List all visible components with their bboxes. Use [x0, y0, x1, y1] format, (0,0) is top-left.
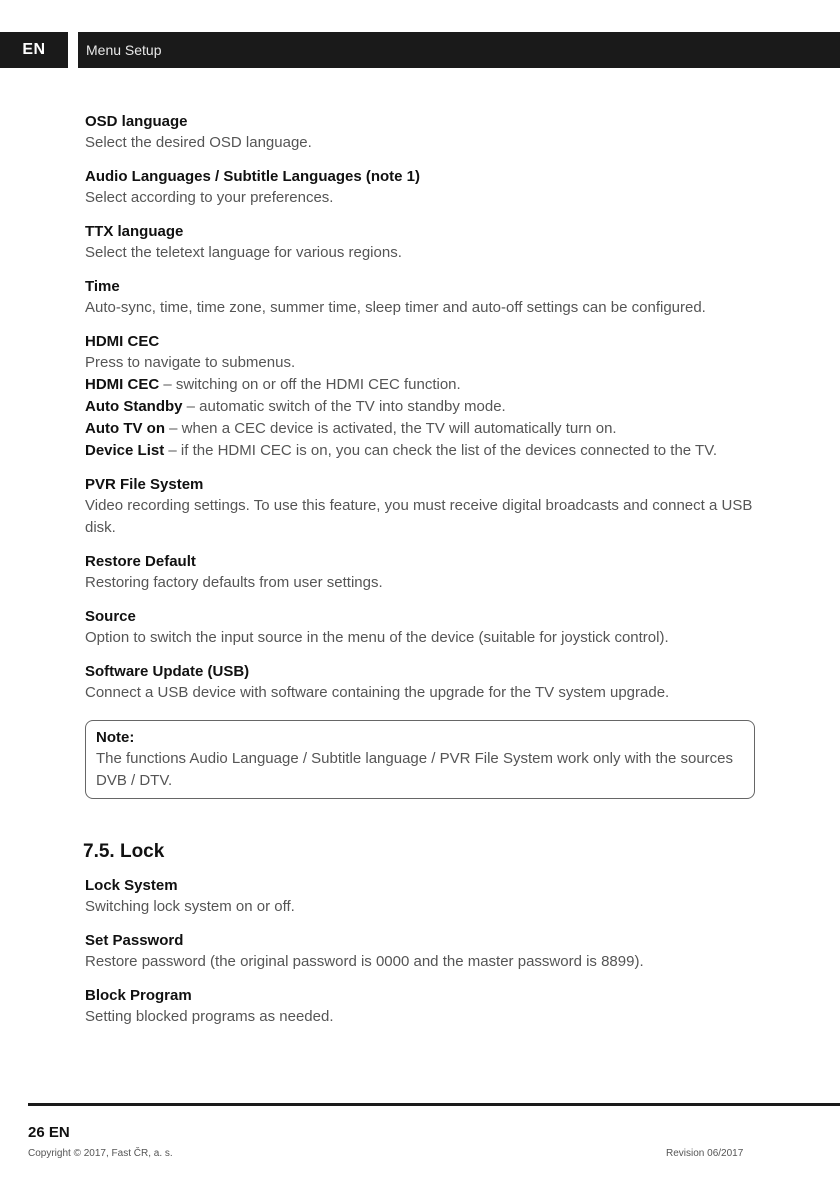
section — [85, 166, 755, 209]
page-number: 26 EN — [28, 1124, 70, 1141]
footer-rule — [28, 1103, 840, 1106]
copyright-text: Copyright © 2017, Fast ČR, a. s. — [28, 1148, 173, 1159]
section-line — [85, 352, 755, 374]
line-text: Press to navigate to submenus. — [85, 354, 296, 371]
section-heading: Software Update (USB) — [85, 663, 250, 680]
section-line — [85, 187, 755, 209]
note-box — [85, 720, 755, 799]
line-text: Select the desired OSD language. — [85, 134, 312, 151]
line-text: Connect a USB device with software containing the upgrade for the TV system upgrade. — [85, 684, 670, 701]
revision-text: Revision 06/2017 — [666, 1148, 744, 1159]
section-heading: Block Program — [85, 987, 192, 1004]
lock-sections — [85, 875, 755, 1028]
line-text: Select according to your preferences. — [85, 189, 334, 206]
section — [85, 331, 755, 462]
line-text: Video recording settings. To use this feature, you must receive digital broadcasts and connect a USB disk. — [85, 497, 753, 536]
line-text: Restore password (the original password is 0000 and the master password is 8899). — [85, 953, 644, 970]
section-heading: OSD language — [85, 113, 188, 130]
note-heading: Note: — [96, 729, 135, 746]
section-line — [85, 627, 755, 649]
page-header — [0, 32, 840, 68]
section-heading: Set Password — [85, 932, 184, 949]
line-text: – if the HDMI CEC is on, you can check the list of the devices connected to the TV. — [164, 442, 718, 459]
section — [85, 276, 755, 319]
section-line — [85, 495, 755, 539]
line-text: Auto-sync, time, time zone, summer time, sleep timer and auto-off settings can be configured. — [85, 299, 706, 316]
section — [85, 111, 755, 154]
section — [85, 221, 755, 264]
section-heading: Audio Languages / Subtitle Languages (note 1) — [85, 168, 421, 185]
section-line — [85, 132, 755, 154]
section — [85, 661, 755, 704]
section-line — [85, 896, 755, 918]
line-text: – when a CEC device is activated, the TV will automatically turn on. — [164, 420, 617, 437]
section-heading: PVR File System — [85, 476, 204, 493]
line-text: Switching lock system on or off. — [85, 898, 295, 915]
header-bar — [78, 32, 840, 68]
section — [85, 985, 755, 1028]
line-text: Restoring factory defaults from user settings. — [85, 574, 383, 591]
header-title: Menu Setup — [86, 42, 162, 58]
section-line — [85, 572, 755, 594]
term-label: Device List — [85, 442, 165, 459]
section-heading: HDMI CEC — [85, 333, 160, 350]
section — [85, 551, 755, 594]
line-text: Option to switch the input source in the menu of the device (suitable for joystick control). — [85, 629, 669, 646]
page-content — [85, 111, 755, 1040]
section-line — [85, 951, 755, 973]
section-heading: Lock System — [85, 877, 178, 894]
section-heading: Time — [85, 278, 120, 295]
section-line — [85, 1006, 755, 1028]
term-label: Auto TV on — [85, 420, 165, 437]
section-line — [85, 440, 755, 462]
term-label: HDMI CEC — [85, 376, 160, 393]
term-label: Auto Standby — [85, 398, 183, 415]
section-line — [85, 374, 755, 396]
section-line — [85, 297, 755, 319]
section — [85, 930, 755, 973]
section — [85, 875, 755, 918]
section-line — [85, 242, 755, 264]
section-line — [85, 396, 755, 418]
settings-sections — [85, 111, 755, 704]
section-heading: Source — [85, 608, 136, 625]
line-text: – switching on or off the HDMI CEC function. — [159, 376, 461, 393]
section-heading: Restore Default — [85, 553, 196, 570]
language-tab: EN — [0, 32, 68, 68]
section-line — [85, 682, 755, 704]
line-text: Select the teletext language for various regions. — [85, 244, 402, 261]
note-text: The functions Audio Language / Subtitle language / PVR File System work only with the sources DVB / DTV. — [96, 750, 734, 789]
section — [85, 606, 755, 649]
section — [85, 474, 755, 539]
section-line — [85, 418, 755, 440]
line-text: Setting blocked programs as needed. — [85, 1008, 334, 1025]
section-heading: TTX language — [85, 223, 184, 240]
line-text: – automatic switch of the TV into standby mode. — [182, 398, 506, 415]
chapter-heading: 7.5. Lock — [83, 841, 165, 862]
